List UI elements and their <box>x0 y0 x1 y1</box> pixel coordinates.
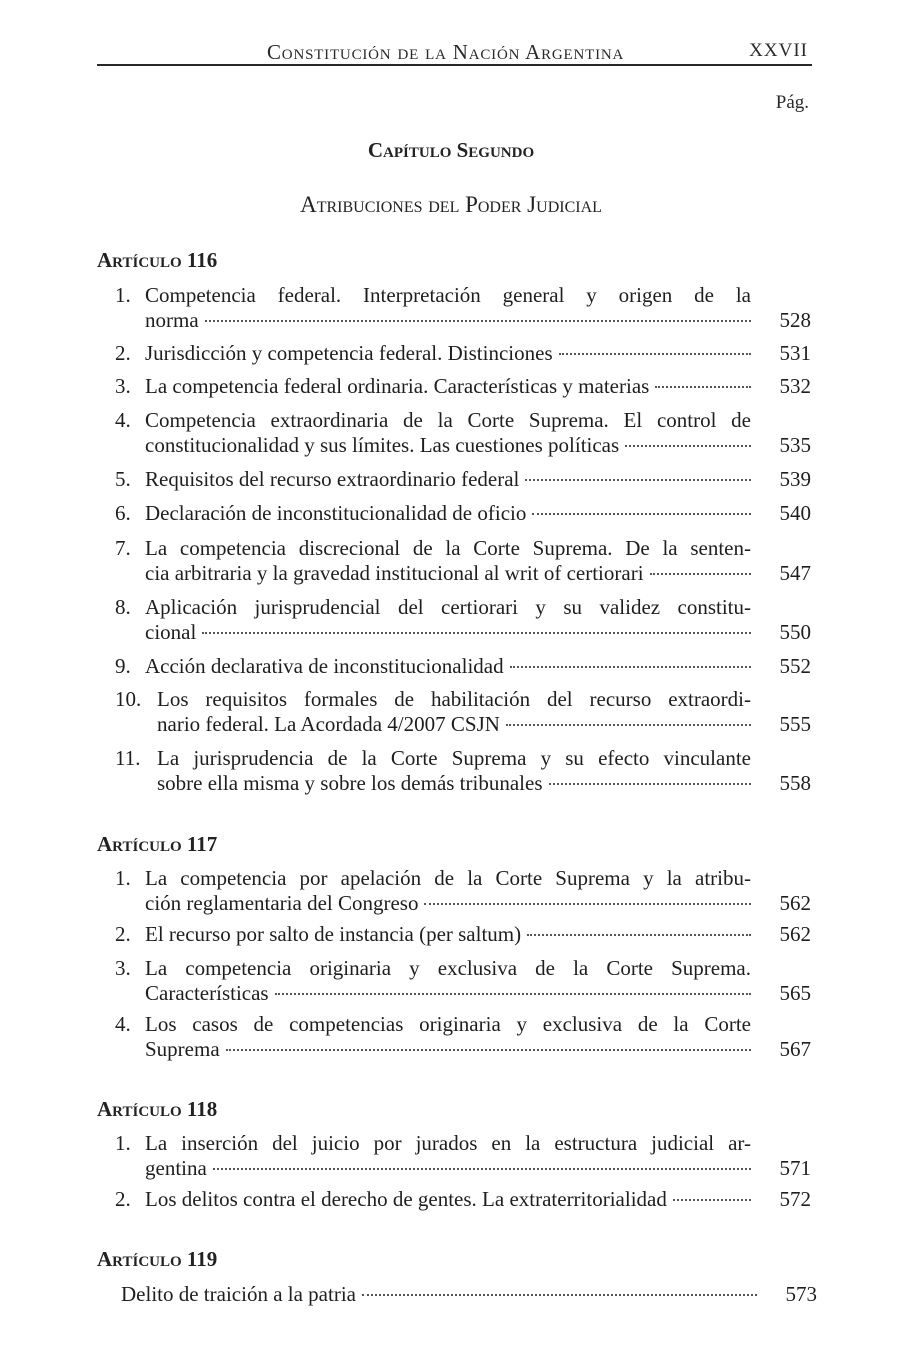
entry-number: 8. <box>115 595 131 619</box>
entry-text-line: Competencia extraordinaria de la Corte Suprema. El control de <box>145 408 751 432</box>
toc-entry <box>115 408 811 458</box>
toc-entry <box>121 1282 817 1307</box>
entry-number: 3. <box>115 956 131 980</box>
toc-entry <box>115 283 811 333</box>
entry-number: 6. <box>115 501 131 525</box>
page-number: 535 <box>779 433 811 457</box>
entry-text: Requisitos del recurso extraordinario federal <box>145 467 520 491</box>
page-number: 528 <box>779 308 811 332</box>
entry-text: Delito de traición a la patria <box>121 1282 356 1306</box>
page-number: 565 <box>779 981 811 1005</box>
entry-title-last-line <box>145 561 751 586</box>
entry-text: Suprema <box>145 1037 220 1061</box>
page-number: 573 <box>785 1282 817 1306</box>
entry-title-last-line <box>157 771 751 796</box>
entry-text-line: Competencia federal. Interpretación general y origen de la <box>145 283 751 307</box>
entry-title-last-line <box>145 467 751 492</box>
entry-number: 2. <box>115 1187 131 1211</box>
page-number: 531 <box>779 341 811 365</box>
entry-title-last-line <box>145 433 751 458</box>
page-number: 550 <box>779 620 811 644</box>
dot-leader <box>510 666 751 668</box>
entry-number: 2. <box>115 922 131 946</box>
entry-number: 11. <box>115 746 141 770</box>
dot-leader <box>213 1168 751 1170</box>
page-number: 571 <box>779 1156 811 1180</box>
toc-entry <box>115 746 811 796</box>
entry-title-last-line <box>145 891 751 916</box>
dot-leader <box>226 1049 751 1051</box>
entry-number: 5. <box>115 467 131 491</box>
dot-leader <box>532 513 751 515</box>
toc-entry <box>115 866 811 916</box>
entry-title-last-line <box>145 922 751 947</box>
entry-text-line: Los casos de competencias originaria y exclusiva de la Corte <box>145 1012 751 1036</box>
page-number: 552 <box>779 654 811 678</box>
entry-text-line: Aplicación jurisprudencial del certiorari y su validez constitu- <box>145 595 751 619</box>
dot-leader <box>424 903 751 905</box>
article-heading: Artículo 119 <box>97 1247 218 1271</box>
entry-text: Jurisdicción y competencia federal. Distinciones <box>145 341 553 365</box>
running-header <box>97 38 812 66</box>
entry-text: La competencia federal ordinaria. Características y materias <box>145 374 650 398</box>
toc-entry <box>115 467 811 492</box>
dot-leader <box>673 1199 751 1201</box>
dot-leader <box>655 386 751 388</box>
page-number: 572 <box>779 1187 811 1211</box>
entry-title-last-line <box>157 712 751 737</box>
entry-text: gentina <box>145 1156 207 1180</box>
entry-text: norma <box>145 308 199 332</box>
dot-leader <box>202 632 751 634</box>
entry-text-line: Los requisitos formales de habilitación del recurso extraordi- <box>157 687 751 711</box>
entry-text-line: La inserción del juicio por jurados en la estructura judicial ar- <box>145 1131 751 1155</box>
entry-text: sobre ella misma y sobre los demás tribunales <box>157 771 543 795</box>
toc-entry <box>115 341 811 366</box>
toc-entry <box>115 922 811 947</box>
entry-text: cia arbitraria y la gravedad institucional al writ of certiorari <box>145 561 644 585</box>
entry-number: 2. <box>115 341 131 365</box>
entry-number: 7. <box>115 536 131 560</box>
entry-number: 10. <box>115 687 142 711</box>
entry-text-line: La competencia discrecional de la Corte Suprema. De la senten- <box>145 536 751 560</box>
chapter-title: Capítulo Segundo <box>367 138 535 162</box>
entry-text: Los delitos contra el derecho de gentes. La extraterritorialidad <box>145 1187 667 1211</box>
dot-leader <box>549 783 752 785</box>
chapter-subtitle: Atribuciones del Poder Judicial <box>300 192 602 217</box>
entry-text: Acción declarativa de inconstitucionalidad <box>145 654 504 678</box>
entry-number: 4. <box>115 408 131 432</box>
running-title: Constitución de la Nación Argentina <box>267 40 625 64</box>
article-heading: Artículo 116 <box>97 248 218 272</box>
entry-number: 3. <box>115 374 131 398</box>
entry-text: constitucionalidad y sus límites. Las cuestiones políticas <box>145 433 620 457</box>
toc-entry <box>115 654 811 679</box>
article-heading: Artículo 117 <box>97 832 218 856</box>
entry-text: El recurso por salto de instancia (per saltum) <box>145 922 522 946</box>
dot-leader <box>625 445 751 447</box>
entry-title-last-line <box>145 1187 751 1212</box>
dot-leader <box>525 479 751 481</box>
toc-entry <box>115 687 811 737</box>
entry-text: ción reglamentaria del Congreso <box>145 891 419 915</box>
entry-number: 1. <box>115 866 131 890</box>
entry-title-last-line <box>145 374 751 399</box>
page-number: 567 <box>779 1037 811 1061</box>
page-number: 539 <box>779 467 811 491</box>
dot-leader <box>205 320 751 322</box>
toc-entry <box>115 1187 811 1212</box>
page-number: 540 <box>779 501 811 525</box>
entry-title-last-line <box>145 981 751 1006</box>
page-number: 558 <box>779 771 811 795</box>
page-number: 562 <box>779 891 811 915</box>
page-number: 547 <box>779 561 811 585</box>
page-column-label: Pág. <box>775 92 809 113</box>
page-number: 532 <box>779 374 811 398</box>
page-folio: XXVII <box>749 40 808 61</box>
entry-number: 4. <box>115 1012 131 1036</box>
entry-text: cional <box>145 620 197 644</box>
dot-leader <box>275 993 751 995</box>
toc-entry <box>115 374 811 399</box>
entry-number: 1. <box>115 283 131 307</box>
entry-title-last-line <box>145 308 751 333</box>
page-number: 562 <box>779 922 811 946</box>
entry-title-last-line <box>145 341 751 366</box>
entry-text-line: La competencia por apelación de la Corte Suprema y la atribu- <box>145 866 751 890</box>
entry-title-last-line <box>121 1282 757 1307</box>
entry-text-line: La competencia originaria y exclusiva de la Corte Suprema. <box>145 956 751 980</box>
article-heading: Artículo 118 <box>97 1097 218 1121</box>
entry-number: 9. <box>115 654 131 678</box>
entry-number: 1. <box>115 1131 131 1155</box>
dot-leader <box>559 353 751 355</box>
toc-entry <box>115 595 811 645</box>
toc-entry <box>115 1012 811 1062</box>
dot-leader <box>650 573 751 575</box>
entry-text: Características <box>145 981 269 1005</box>
entry-title-last-line <box>145 501 751 526</box>
toc-entry <box>115 956 811 1006</box>
entry-text-line: La jurisprudencia de la Corte Suprema y su efecto vinculante <box>157 746 751 770</box>
entry-title-last-line <box>145 620 751 645</box>
dot-leader <box>527 934 751 936</box>
entry-title-last-line <box>145 1037 751 1062</box>
entry-text: nario federal. La Acordada 4/2007 CSJN <box>157 712 500 736</box>
dot-leader <box>506 724 751 726</box>
toc-entry <box>115 1131 811 1181</box>
entry-title-last-line <box>145 1156 751 1181</box>
entry-text: Declaración de inconstitucionalidad de oficio <box>145 501 527 525</box>
page-number: 555 <box>779 712 811 736</box>
toc-entry <box>115 536 811 586</box>
dot-leader <box>362 1294 757 1296</box>
toc-entry <box>115 501 811 526</box>
entry-title-last-line <box>145 654 751 679</box>
